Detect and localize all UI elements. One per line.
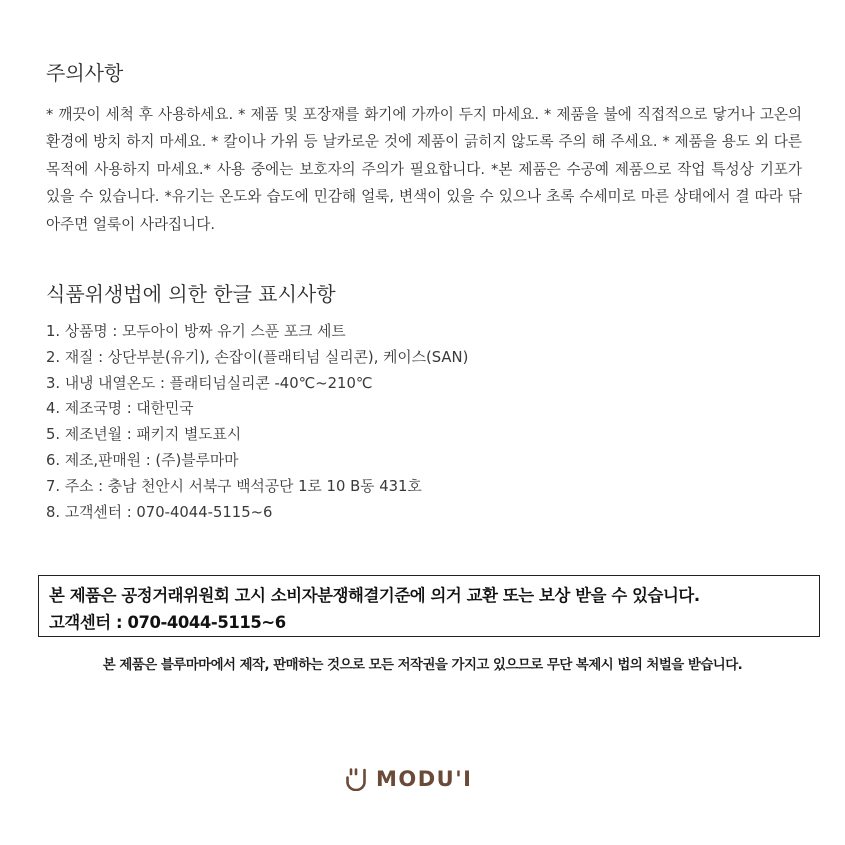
label-item-manufacturer: 6. 제조,판매원 : (주)블루마마 <box>46 451 239 469</box>
label-item-customer-center: 8. 고객센터 : 070-4044-5115~6 <box>46 503 273 521</box>
notice-customer-center: 고객센터 : 070-4044-5115~6 <box>49 613 286 632</box>
label-list <box>46 319 468 525</box>
brand-logo <box>344 764 472 794</box>
brand-logo-text: MODU'I <box>376 767 473 791</box>
label-title: 식품위생법에 의한 한글 표시사항 <box>46 282 336 306</box>
label-item-country: 4. 제조국명 : 대한민국 <box>46 400 194 418</box>
caution-title: 주의사항 <box>46 61 124 85</box>
label-item-address: 7. 주소 : 충남 천안시 서북구 백석공단 1로 10 B동 431호 <box>46 477 422 495</box>
notice-exchange-text: 본 제품은 공정거래위원회 고시 소비자분쟁해결기준에 의거 교환 또는 보상 받을 수 있습니다. <box>49 586 700 605</box>
label-item-temperature: 3. 내냉 내열온도 : 플래티넘실리콘 -40℃~210℃ <box>46 374 373 392</box>
caution-body: * 깨끗이 세척 후 사용하세요. * 제품 및 포장재를 화기에 가까이 두지 마세요. * 제품을 불에 직접적으로 닿거나 고온의 환경에 방치 하지 마세요. * 칼이나 가위 등 날카로운 것에 제품이 긁히지 않도록 주의 해 주세요. * 제품을 용도 외 다른 목적에 사용하지 마세요.* 사용 중에는 보호자의 주의가 필요합니다. *본 제품은 수공예 제품으로 작업 특성상 기포가 있을 수 있습니다. *유기는 온도와 습도에 민감해 얼룩, 변색이 있을 수 있으나 초록 수세미로 마른 상태에서 결 따라 닦아주면 얼룩이 사라집니다. <box>46 106 802 233</box>
notice-box <box>38 575 820 637</box>
copyright-notice: 본 제품은 블루마마에서 제작, 판매하는 것으로 모든 저작권을 가지고 있으므로 무단 복제시 법의 처벌을 받습니다. <box>102 658 743 673</box>
label-item-manufacture-date: 5. 제조년월 : 패키지 별도표시 <box>46 426 242 444</box>
label-item-material: 2. 재질 : 상단부분(유기), 손잡이(플래티넘 실리콘), 케이스(SAN) <box>46 348 469 366</box>
brand-mark-icon <box>344 767 368 791</box>
label-item-product-name: 1. 상품명 : 모두아이 방짜 유기 스푼 포크 세트 <box>46 323 346 340</box>
